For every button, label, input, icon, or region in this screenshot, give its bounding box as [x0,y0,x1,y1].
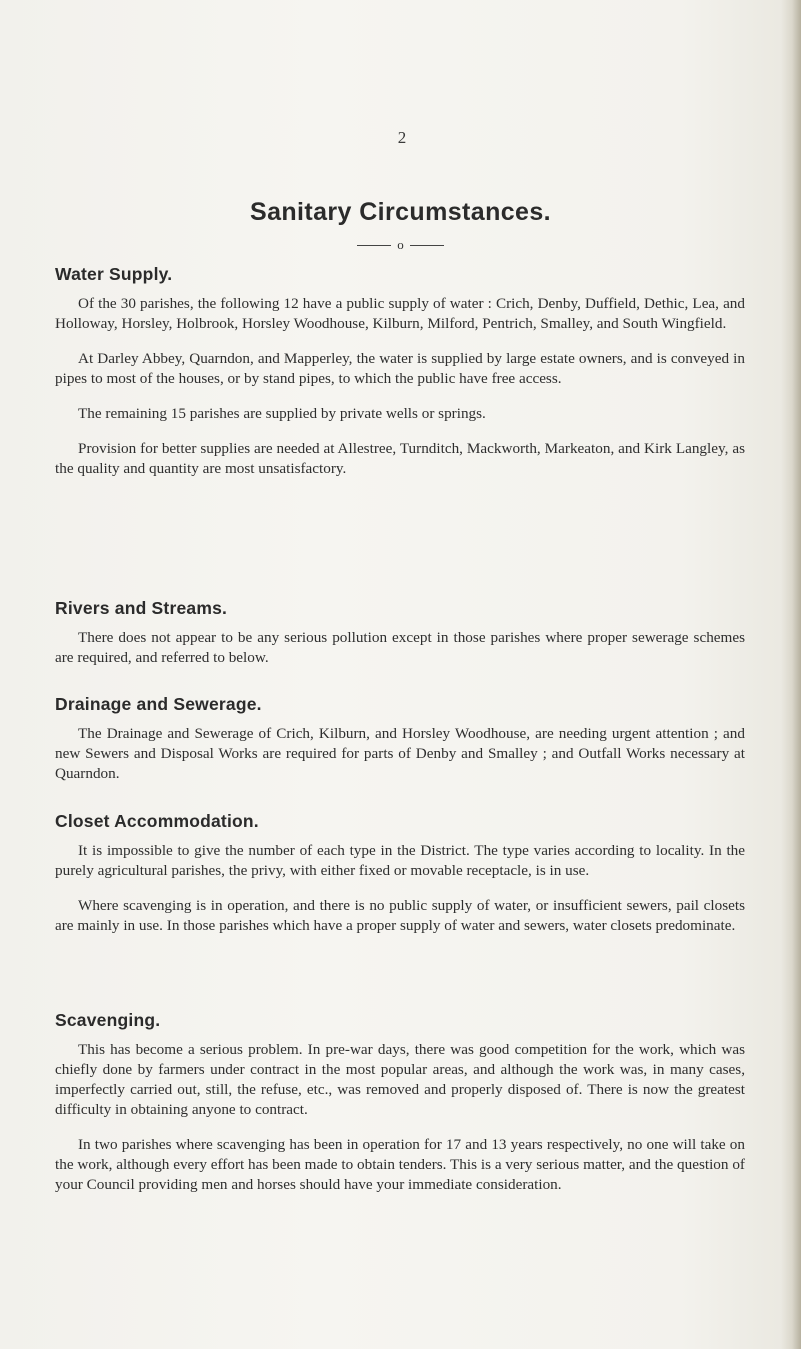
section-heading-rivers-and-streams: Rivers and Streams. [55,598,228,618]
section-water-supply [55,264,745,479]
section-heading-drainage-and-sewerage: Drainage and Sewerage. [55,694,262,714]
section-paragraph: It is impossible to give the number of each type in the District. The type varies according to locality. In the purely agricultural parishes, the privy, with either fixed or movable receptacle, is in use. [55,842,745,879]
section-paragraph: At Darley Abbey, Quarndon, and Mapperley, the water is supplied by large estate owners, and is conveyed in pipes to most of the houses, or by stand pipes, to which the public have free access. [55,350,745,387]
section-rivers-and-streams [55,598,745,668]
section-paragraph: This has become a serious problem. In pre-war days, there was good competition for the work, which was chiefly done by farmers under contract in the most popular areas, and although the work was, in many cases, imperfectly carried out, still, the refuse, etc., was removed and properly disposed of. There is now the greatest difficulty in obtaining anyone to contract. [55,1041,745,1118]
section-paragraph: In two parishes where scavenging has been in operation for 17 and 13 years respectively, no one will take on the work, although every effort has been made to obtain tenders. This is a very serious matter, and the question of your Council providing men and horses should have your immediate consideration. [55,1136,745,1193]
title-separator [0,237,801,253]
section-paragraph: The Drainage and Sewerage of Crich, Kilburn, and Horsley Woodhouse, are needing urgent attention ; and new Sewers and Disposal Works are required for parts of Denby and Smalley ; and Outfall Works necessary at Quarndon. [55,725,745,782]
separator-glyph: o [397,237,404,252]
section-closet-accommodation [55,811,745,936]
page-title: Sanitary Circumstances. [250,198,551,226]
section-paragraph: There does not appear to be any serious pollution except in those parishes where proper sewerage schemes are required, and referred to below. [55,629,745,666]
section-heading-water-supply: Water Supply. [55,264,173,284]
section-paragraph: The remaining 15 parishes are supplied by private wells or springs. [78,405,486,422]
section-paragraph: Where scavenging is in operation, and there is no public supply of water, or insufficient sewers, pail closets are mainly in use. In those parishes which have a proper supply of water and sewers, water closets predominate. [55,897,745,934]
section-drainage-and-sewerage [55,694,745,784]
page-number: 2 [397,128,407,147]
separator-line-left [357,245,391,246]
section-paragraph: Provision for better supplies are needed at Allestree, Turnditch, Mackworth, Markeaton, and Kirk Langley, as the quality and quantity are most unsatisfactory. [55,440,745,477]
section-heading-scavenging: Scavenging. [55,1010,161,1030]
section-heading-closet-accommodation: Closet Accommodation. [55,811,259,831]
section-scavenging [55,1010,745,1195]
section-paragraph: Of the 30 parishes, the following 12 have a public supply of water : Crich, Denby, Duffield, Dethic, Lea, and Holloway, Horsley, Holbrook, Horsley Woodhouse, Kilburn, Milford, Pentrich, Smalley, and South Wingfield. [55,295,745,332]
separator-line-right [410,245,444,246]
